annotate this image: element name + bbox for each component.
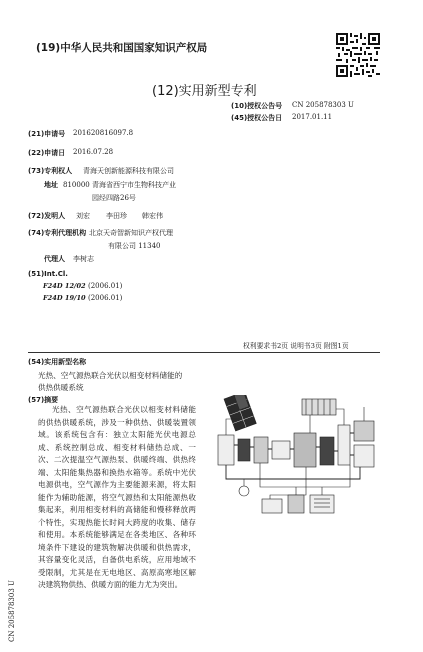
classification-2-code: F24D 19/10: [43, 294, 86, 302]
classification-1-code: F24D 12/02: [43, 282, 86, 290]
pub-no-label: (10)授权公告号: [231, 102, 283, 110]
pub-no: CN 205878303 U: [292, 101, 354, 109]
app-no-label: (21)申请号: [28, 130, 66, 138]
agency-label: (74)专利代理机构: [28, 229, 87, 237]
side-publication-code: [8, 562, 18, 642]
agent: 李树志: [73, 255, 94, 263]
app-date-label: (22)申请日: [28, 149, 66, 157]
page-count-info: 权利要求书2页 说明书3页 附图1页: [243, 342, 349, 350]
separator-rule: [28, 352, 380, 353]
agency-line-2: 有限公司 11340: [108, 242, 161, 250]
classification-1-year: (2006.01): [88, 282, 123, 290]
abstract-text: 光热、空气源热联合光伏以相变材料储能的供热供暖系统，涉及一种供热、供暖装置领域。该系统包含有：独立太阳能光伏电源总成、系统控制总成、相变材料储热总成、一次、二次提温空气源热泵、供暖终端、供热终端、太阳能集热器和换热水箱等。系统中光伏电源供电，空气源作为主要能源来源，将太阳能作为辅助能源，将空气源热和太阳能源热收集起来，利用相变材料的高储能和慢移释放两个特性，实现热能长时间大跨度的收集、储存和使用。本系统能够满足在各类地区、各种环境条件下建设的建筑物解决供暖和供热需求，其容量变化灵活，自备供电系统，应用地域不受限制，尤其是在无电地区、高原高寒地区解决建筑物供热、供暖方面的能力尤为突出。: [38, 405, 196, 589]
classification-2-year: (2006.01): [88, 294, 123, 302]
inventor-2: 李田珍: [106, 212, 127, 220]
title-label: (54)实用新型名称: [28, 358, 87, 366]
representative-drawing: [210, 395, 382, 520]
inventor-3: 韩宏伟: [142, 212, 163, 220]
side-code-text: CN 205878303 U: [8, 580, 16, 642]
inventor-label: (72)发明人: [28, 212, 66, 220]
document-type: (12)实用新型专利: [152, 84, 257, 99]
qr-code-icon: [336, 33, 380, 77]
abstract-label: (57)摘要: [28, 396, 59, 404]
owner-label: (73)专利权人: [28, 167, 73, 175]
app-date: 2016.07.28: [73, 148, 114, 156]
int-cl-label: (51)Int.Cl.: [28, 270, 68, 278]
agency-line-1: 北京天奇智新知识产权代理: [89, 229, 173, 237]
address-line-2: 园经四路26号: [92, 194, 136, 202]
utility-model-title-line-2: 供热供暖系统: [38, 383, 84, 392]
owner: 青海天创新能源科技有限公司: [83, 167, 174, 175]
pub-date-label: (45)授权公告日: [231, 114, 283, 122]
app-no: 201620816097.8: [73, 129, 134, 137]
office-name: (19)中华人民共和国国家知识产权局: [36, 42, 208, 54]
agent-label: 代理人: [44, 255, 65, 263]
pub-date: 2017.01.11: [292, 113, 333, 121]
address-label: 地址: [44, 181, 58, 189]
address-line-1: 810000 青海省西宁市生物科技产业: [63, 181, 176, 189]
utility-model-title-line-1: 光热、空气源热联合光伏以相变材料储能的: [38, 371, 183, 380]
inventor-1: 刘宏: [76, 212, 90, 220]
